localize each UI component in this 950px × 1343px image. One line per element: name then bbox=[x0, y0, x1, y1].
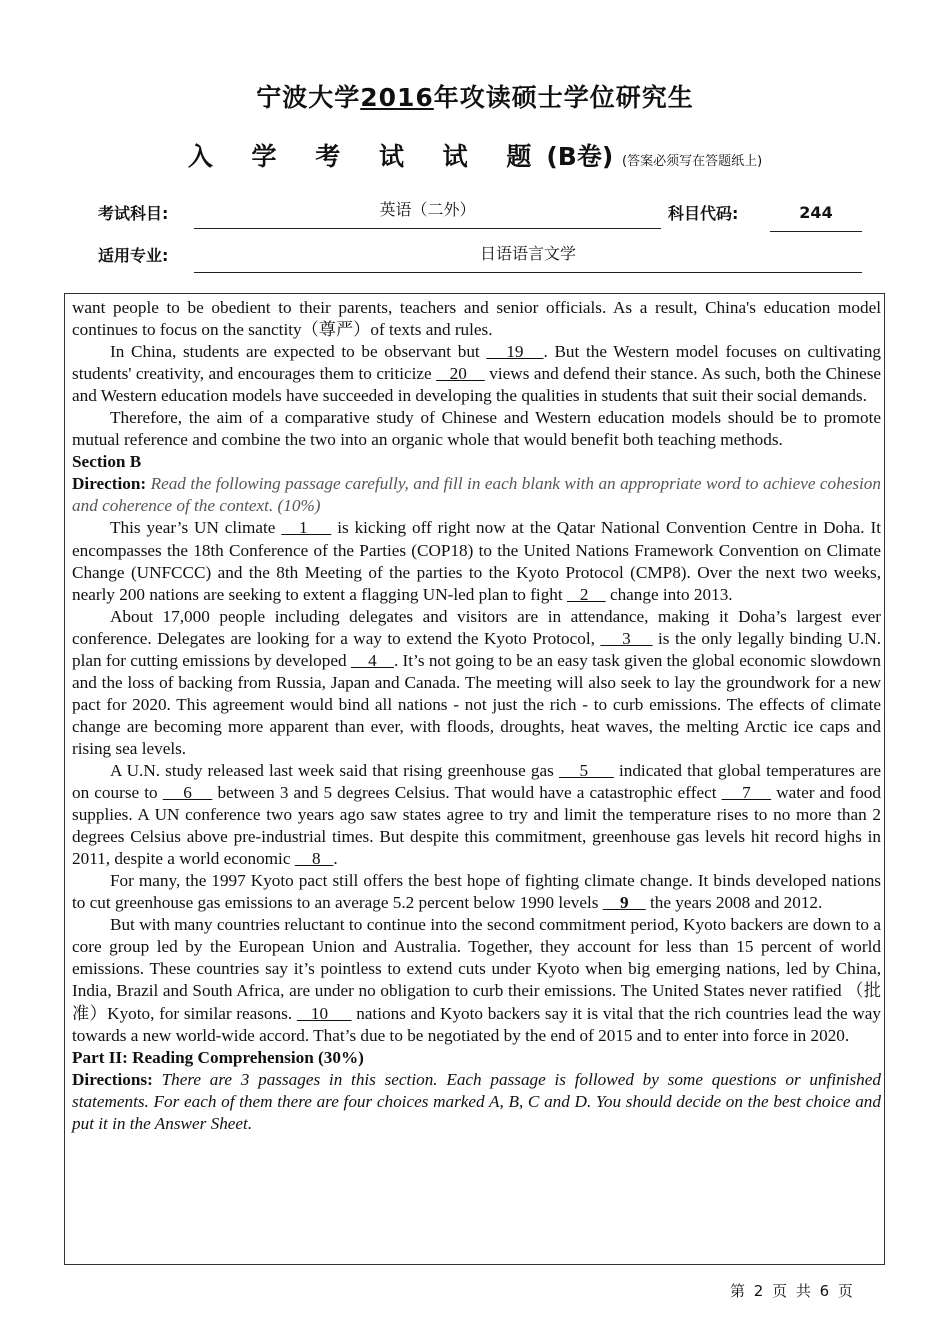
title-year: 2016 bbox=[360, 83, 434, 112]
part-2-heading: Part II: Reading Comprehension (30%) bbox=[72, 1047, 364, 1067]
exam-content bbox=[72, 297, 881, 1135]
blank-10: 10 bbox=[296, 1003, 352, 1023]
exam-title-line1 bbox=[0, 78, 950, 114]
directions-label: Directions: bbox=[72, 1069, 153, 1089]
blank-19: 19 bbox=[486, 342, 544, 362]
code-value: 244 bbox=[770, 201, 862, 232]
paragraph-5: About 17,000 people including delegates and visitors are in attendance, making it Doha’s largest ever conference. Delegates are looking for a way to extend the Kyoto Protocol, 3 is the only legally binding U.N. plan for cutting emissions by developed 4 . It’s not going to be an easy task given the global economic slowdown and the loss of backing from Russia, Japan and Canada. The meeting will also seek to lay the groundwork for a new pact for 2020. This agreement would bind all nations - not just the rich - to curb emissions. The effects of climate change are becoming more apparent than ever, with floods, droughts, heat waves, the melting Arctic ice caps and rising sea levels. bbox=[72, 606, 882, 758]
major-value: 日语语言文学 bbox=[194, 242, 862, 273]
paragraph-6: A U.N. study released last week said that rising greenhouse gas 5 indicated that global temperatures are on course to 6 between 3 and 5 degrees Celsius. That would have a catastrophic effect 7 water and food supplies. A UN conference two years ago saw states agree to try and limit the temperature rises to no more than 2 degrees Celsius above pre-industrial times. But despite this commitment, greenhouse gas levels hit record highs in 2011, despite a world economic 8 . bbox=[72, 760, 882, 869]
section-b-direction bbox=[72, 473, 881, 517]
paragraph-3: Therefore, the aim of a comparative study of Chinese and Western education models should be to promote mutual reference and combine the two into an organic whole that would benefit both teaching methods. bbox=[72, 408, 881, 450]
blank-3: 3 bbox=[600, 628, 653, 648]
paragraph-4: This year’s UN climate 1 is kicking off right now at the Qatar National Convention Centre in Doha. It encompasses the 18th Conference of the Parties (COP18) to the United Nations Framework Convention on Climate Change (UNFCCC) and the 8th Meeting of the parties to the Kyoto Protocol (CMP8). Over the next two weeks, nearly 200 nations are seeking to extent a flagging UN-led plan to fight 2 change into 2013. bbox=[72, 518, 882, 604]
blank-8: 8 bbox=[294, 849, 334, 869]
blank-7: 7 bbox=[721, 783, 772, 803]
blank-20: 20 bbox=[436, 364, 485, 384]
major-label: 适用专业: bbox=[98, 246, 169, 265]
title-suffix: 年攻读硕士学位研究生 bbox=[433, 83, 694, 112]
subject-label: 考试科目: bbox=[98, 204, 169, 223]
blank-9: 9 bbox=[602, 893, 646, 913]
paragraph-7: For many, the 1997 Kyoto pact still offers the best hope of fighting climate change. It binds developed nations to cut greenhouse gas emissions to an average 5.2 percent below 1990 levels 9 the years 2008 and 2012. bbox=[72, 871, 881, 913]
part-2-directions bbox=[72, 1069, 881, 1135]
title-university: 宁波大学 bbox=[256, 83, 361, 112]
blank-2: 2 bbox=[566, 584, 606, 604]
title-exam: 入 学 考 试 试 题 bbox=[187, 142, 547, 171]
subject-value: 英语（二外） bbox=[194, 198, 661, 229]
blank-4: 4 bbox=[350, 650, 394, 670]
blank-1: 1 bbox=[281, 518, 332, 538]
paragraph-2: In China, students are expected to be observant but 19 . But the Western model focuses on cultivating students' creativity, and encourages them to criticize 20 views and defend their stance. As such, both the Chinese and Western education models have succeeded in developing the qualities in students that suit their social demands. bbox=[72, 342, 882, 406]
directions-text: There are 3 passages in this section. Each passage is followed by some questions or unfinished statements. For each of them there are four choices marked A, B, C and D. You should decide on the best choice and put it in the Answer Sheet. bbox=[72, 1069, 881, 1133]
direction-text: Read the following passage carefully, and fill in each blank with an appropriate word to achieve cohesion and coherence of the context. (10%) bbox=[72, 474, 881, 516]
paragraph-8: But with many countries reluctant to continue into the second commitment period, Kyoto backers are down to a core group led by the European Union and Australia. Together, they account for less than 15 percent of world emissions. These countries say it’s pointless to extend cuts under Kyoto when big emerging nations, led by China, India, Brazil and South Africa, are under no obligation to curb their emissions. The United States never ratified （批准）Kyoto, for similar reasons. 10 nations and Kyoto backers say it is vital that the rich countries lead the way towards a new world-wide accord. That’s due to be negotiated by the end of 2015 and to enter into force in 2020. bbox=[72, 915, 881, 1045]
blank-5: 5 bbox=[558, 760, 614, 780]
exam-title-line2 bbox=[0, 137, 950, 173]
code-label: 科目代码: bbox=[668, 204, 739, 223]
blank-6: 6 bbox=[162, 783, 213, 803]
page-number: 第 2 页 共 6 页 bbox=[730, 1282, 853, 1300]
paper-variant: (B卷) bbox=[546, 142, 614, 171]
paragraph-1: want people to be obedient to their parents, teachers and senior officials. As a result, China's education model continues to focus on the sanctity（尊严）of texts and rules. bbox=[72, 298, 881, 340]
section-b-heading: Section B bbox=[72, 452, 142, 472]
direction-label: Direction: bbox=[72, 474, 147, 494]
answer-note: (答案必须写在答题纸上) bbox=[622, 154, 763, 169]
